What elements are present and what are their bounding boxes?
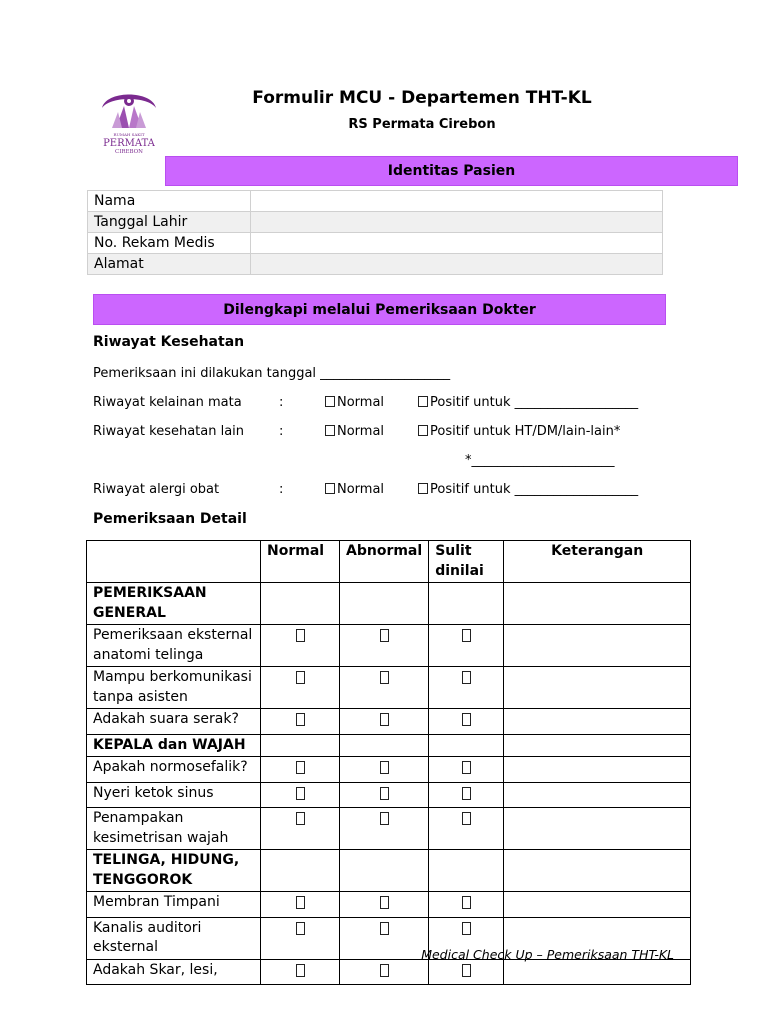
section-label: PEMERIKSAAN GENERAL <box>87 583 261 625</box>
normal-label: Normal <box>337 482 385 497</box>
checkbox-icon[interactable] <box>325 396 335 407</box>
checkbox-icon[interactable] <box>462 922 471 935</box>
normal-cell[interactable] <box>261 959 340 985</box>
riwayat-label: Riwayat kelainan mata <box>93 395 242 410</box>
row-label: Pemeriksaan eksternal anatomi telinga <box>87 625 261 667</box>
field-value[interactable] <box>251 212 663 233</box>
keterangan-cell[interactable] <box>504 850 691 892</box>
field-label: No. Rekam Medis <box>88 233 251 254</box>
row-label: Adakah Skar, lesi, <box>87 959 261 985</box>
table-row <box>87 709 691 735</box>
field-label: Tanggal Lahir <box>88 212 251 233</box>
positif-option[interactable] <box>418 482 638 497</box>
sulit-cell <box>429 850 504 892</box>
checkbox-icon[interactable] <box>296 629 305 642</box>
riwayat-label: Riwayat alergi obat <box>93 482 220 497</box>
normal-label: Normal <box>337 424 385 439</box>
abnormal-cell <box>340 850 429 892</box>
positif-label: Positif untuk HT/DM/lain-lain* <box>430 424 621 439</box>
sulit-cell[interactable] <box>429 757 504 783</box>
header-keterangan: Keterangan <box>504 541 691 583</box>
header-normal: Normal <box>261 541 340 583</box>
checkbox-icon[interactable] <box>462 964 471 977</box>
normal-cell[interactable] <box>261 782 340 808</box>
section-row <box>87 734 691 757</box>
keterangan-cell[interactable] <box>504 583 691 625</box>
riwayat-label: Riwayat kesehatan lain <box>93 424 245 439</box>
field-value[interactable] <box>251 191 663 212</box>
checkbox-icon[interactable] <box>296 812 305 825</box>
checkbox-icon[interactable] <box>462 671 471 684</box>
table-row <box>87 808 691 850</box>
positif-label: Positif untuk ___________________ <box>430 395 639 410</box>
sulit-cell <box>429 583 504 625</box>
checkbox-icon[interactable] <box>325 425 335 436</box>
checkbox-icon[interactable] <box>380 922 389 935</box>
checkbox-icon[interactable] <box>380 671 389 684</box>
note-line: *______________________ <box>465 453 615 468</box>
checkbox-icon[interactable] <box>296 896 305 909</box>
checkbox-icon[interactable] <box>418 396 428 407</box>
normal-option[interactable] <box>325 424 384 439</box>
riwayat-row <box>93 424 693 442</box>
normal-cell[interactable] <box>261 917 340 959</box>
positif-option[interactable] <box>418 424 620 439</box>
abnormal-cell <box>340 583 429 625</box>
sulit-cell <box>429 734 504 757</box>
keterangan-cell[interactable] <box>504 709 691 735</box>
table-row <box>87 667 691 709</box>
row-label: Adakah suara serak? <box>87 709 261 735</box>
table-row <box>88 233 663 254</box>
abnormal-cell[interactable] <box>340 667 429 709</box>
table-row <box>88 254 663 275</box>
keterangan-cell[interactable] <box>504 782 691 808</box>
sulit-cell[interactable] <box>429 959 504 985</box>
colon: : <box>279 482 284 497</box>
dokter-heading: Dilengkapi melalui Pemeriksaan Dokter <box>93 294 666 325</box>
checkbox-icon[interactable] <box>380 713 389 726</box>
sulit-cell[interactable] <box>429 782 504 808</box>
colon: : <box>279 395 284 410</box>
checkbox-icon[interactable] <box>462 629 471 642</box>
checkbox-icon[interactable] <box>418 483 428 494</box>
table-row <box>87 625 691 667</box>
keterangan-cell[interactable] <box>504 757 691 783</box>
abnormal-cell[interactable] <box>340 757 429 783</box>
sulit-cell[interactable] <box>429 625 504 667</box>
normal-label: Normal <box>337 395 385 410</box>
detail-title: Pemeriksaan Detail <box>93 511 247 527</box>
abnormal-cell[interactable] <box>340 625 429 667</box>
table-row <box>87 782 691 808</box>
footer-text: Medical Check Up – Pemeriksaan THT-KL <box>421 947 674 962</box>
field-label: Alamat <box>88 254 251 275</box>
table-row <box>88 212 663 233</box>
normal-cell[interactable] <box>261 808 340 850</box>
form-title: Formulir MCU - Departemen THT-KL <box>252 88 592 108</box>
abnormal-cell[interactable] <box>340 808 429 850</box>
normal-cell <box>261 583 340 625</box>
logo-text-sub: CIREBON <box>114 149 144 155</box>
logo-text-main: PERMATA <box>103 138 155 149</box>
table-row <box>88 191 663 212</box>
sulit-cell[interactable] <box>429 667 504 709</box>
normal-option[interactable] <box>325 482 384 497</box>
table-row <box>87 959 691 985</box>
keterangan-cell[interactable] <box>504 734 691 757</box>
abnormal-cell[interactable] <box>340 917 429 959</box>
row-label: Nyeri ketok sinus <box>87 782 261 808</box>
checkbox-icon[interactable] <box>296 671 305 684</box>
keterangan-cell[interactable] <box>504 808 691 850</box>
checkbox-icon[interactable] <box>462 761 471 774</box>
checkbox-icon[interactable] <box>296 713 305 726</box>
riwayat-title: Riwayat Kesehatan <box>93 334 245 350</box>
section-row <box>87 850 691 892</box>
colon: : <box>279 424 284 439</box>
table-row <box>87 757 691 783</box>
riwayat-row <box>93 482 693 500</box>
field-value[interactable] <box>251 233 663 254</box>
normal-cell[interactable] <box>261 757 340 783</box>
normal-cell <box>261 734 340 757</box>
abnormal-cell[interactable] <box>340 709 429 735</box>
identitas-table <box>87 190 663 275</box>
checkbox-icon[interactable] <box>325 483 335 494</box>
checkbox-icon[interactable] <box>380 761 389 774</box>
header-abnormal: Abnormal <box>340 541 429 583</box>
checkbox-icon[interactable] <box>296 964 305 977</box>
checkbox-icon[interactable] <box>380 629 389 642</box>
row-label: Penampakan kesimetrisan wajah <box>87 808 261 850</box>
checkbox-icon[interactable] <box>418 425 428 436</box>
abnormal-cell[interactable] <box>340 959 429 985</box>
row-label: Mampu berkomunikasi tanpa asisten <box>87 667 261 709</box>
positif-label: Positif untuk ___________________ <box>430 482 639 497</box>
keterangan-cell[interactable] <box>504 959 691 985</box>
keterangan-cell[interactable] <box>504 625 691 667</box>
keterangan-cell[interactable] <box>504 892 691 918</box>
checkbox-icon[interactable] <box>462 896 471 909</box>
checkbox-icon[interactable] <box>296 922 305 935</box>
riwayat-row <box>93 395 693 413</box>
checkbox-icon[interactable] <box>380 964 389 977</box>
checkbox-icon[interactable] <box>462 812 471 825</box>
section-row <box>87 583 691 625</box>
tanggal-line: Pemeriksaan ini dilakukan tanggal ____________________ <box>93 366 451 381</box>
row-label: Membran Timpani <box>87 892 261 918</box>
keterangan-cell[interactable] <box>504 667 691 709</box>
sulit-cell[interactable] <box>429 709 504 735</box>
checkbox-icon[interactable] <box>380 896 389 909</box>
checkbox-icon[interactable] <box>296 761 305 774</box>
normal-cell[interactable] <box>261 709 340 735</box>
abnormal-cell[interactable] <box>340 782 429 808</box>
table-row <box>87 892 691 918</box>
header-sulit: Sulit dinilai <box>429 541 504 583</box>
abnormal-cell[interactable] <box>340 892 429 918</box>
field-label: Nama <box>88 191 251 212</box>
detail-table <box>86 540 691 985</box>
header-blank <box>87 541 261 583</box>
sulit-cell[interactable] <box>429 892 504 918</box>
section-label: KEPALA dan WAJAH <box>87 734 261 757</box>
identitas-heading: Identitas Pasien <box>165 156 738 186</box>
checkbox-icon[interactable] <box>380 812 389 825</box>
sulit-cell[interactable] <box>429 808 504 850</box>
row-label: Apakah normosefalik? <box>87 757 261 783</box>
normal-option[interactable] <box>325 395 384 410</box>
normal-cell[interactable] <box>261 667 340 709</box>
section-label: TELINGA, HIDUNG, TENGGOROK <box>87 850 261 892</box>
checkbox-icon[interactable] <box>296 787 305 800</box>
checkbox-icon[interactable] <box>462 713 471 726</box>
normal-cell[interactable] <box>261 892 340 918</box>
hospital-name: RS Permata Cirebon <box>348 117 496 132</box>
table-header-row <box>87 541 691 583</box>
positif-option[interactable] <box>418 395 638 410</box>
checkbox-icon[interactable] <box>380 787 389 800</box>
hospital-logo <box>96 86 162 158</box>
normal-cell[interactable] <box>261 625 340 667</box>
logo-text-top: RUMAH SAKIT <box>113 132 145 137</box>
abnormal-cell <box>340 734 429 757</box>
normal-cell <box>261 850 340 892</box>
field-value[interactable] <box>251 254 663 275</box>
row-label: Kanalis auditori eksternal <box>87 917 261 959</box>
checkbox-icon[interactable] <box>462 787 471 800</box>
